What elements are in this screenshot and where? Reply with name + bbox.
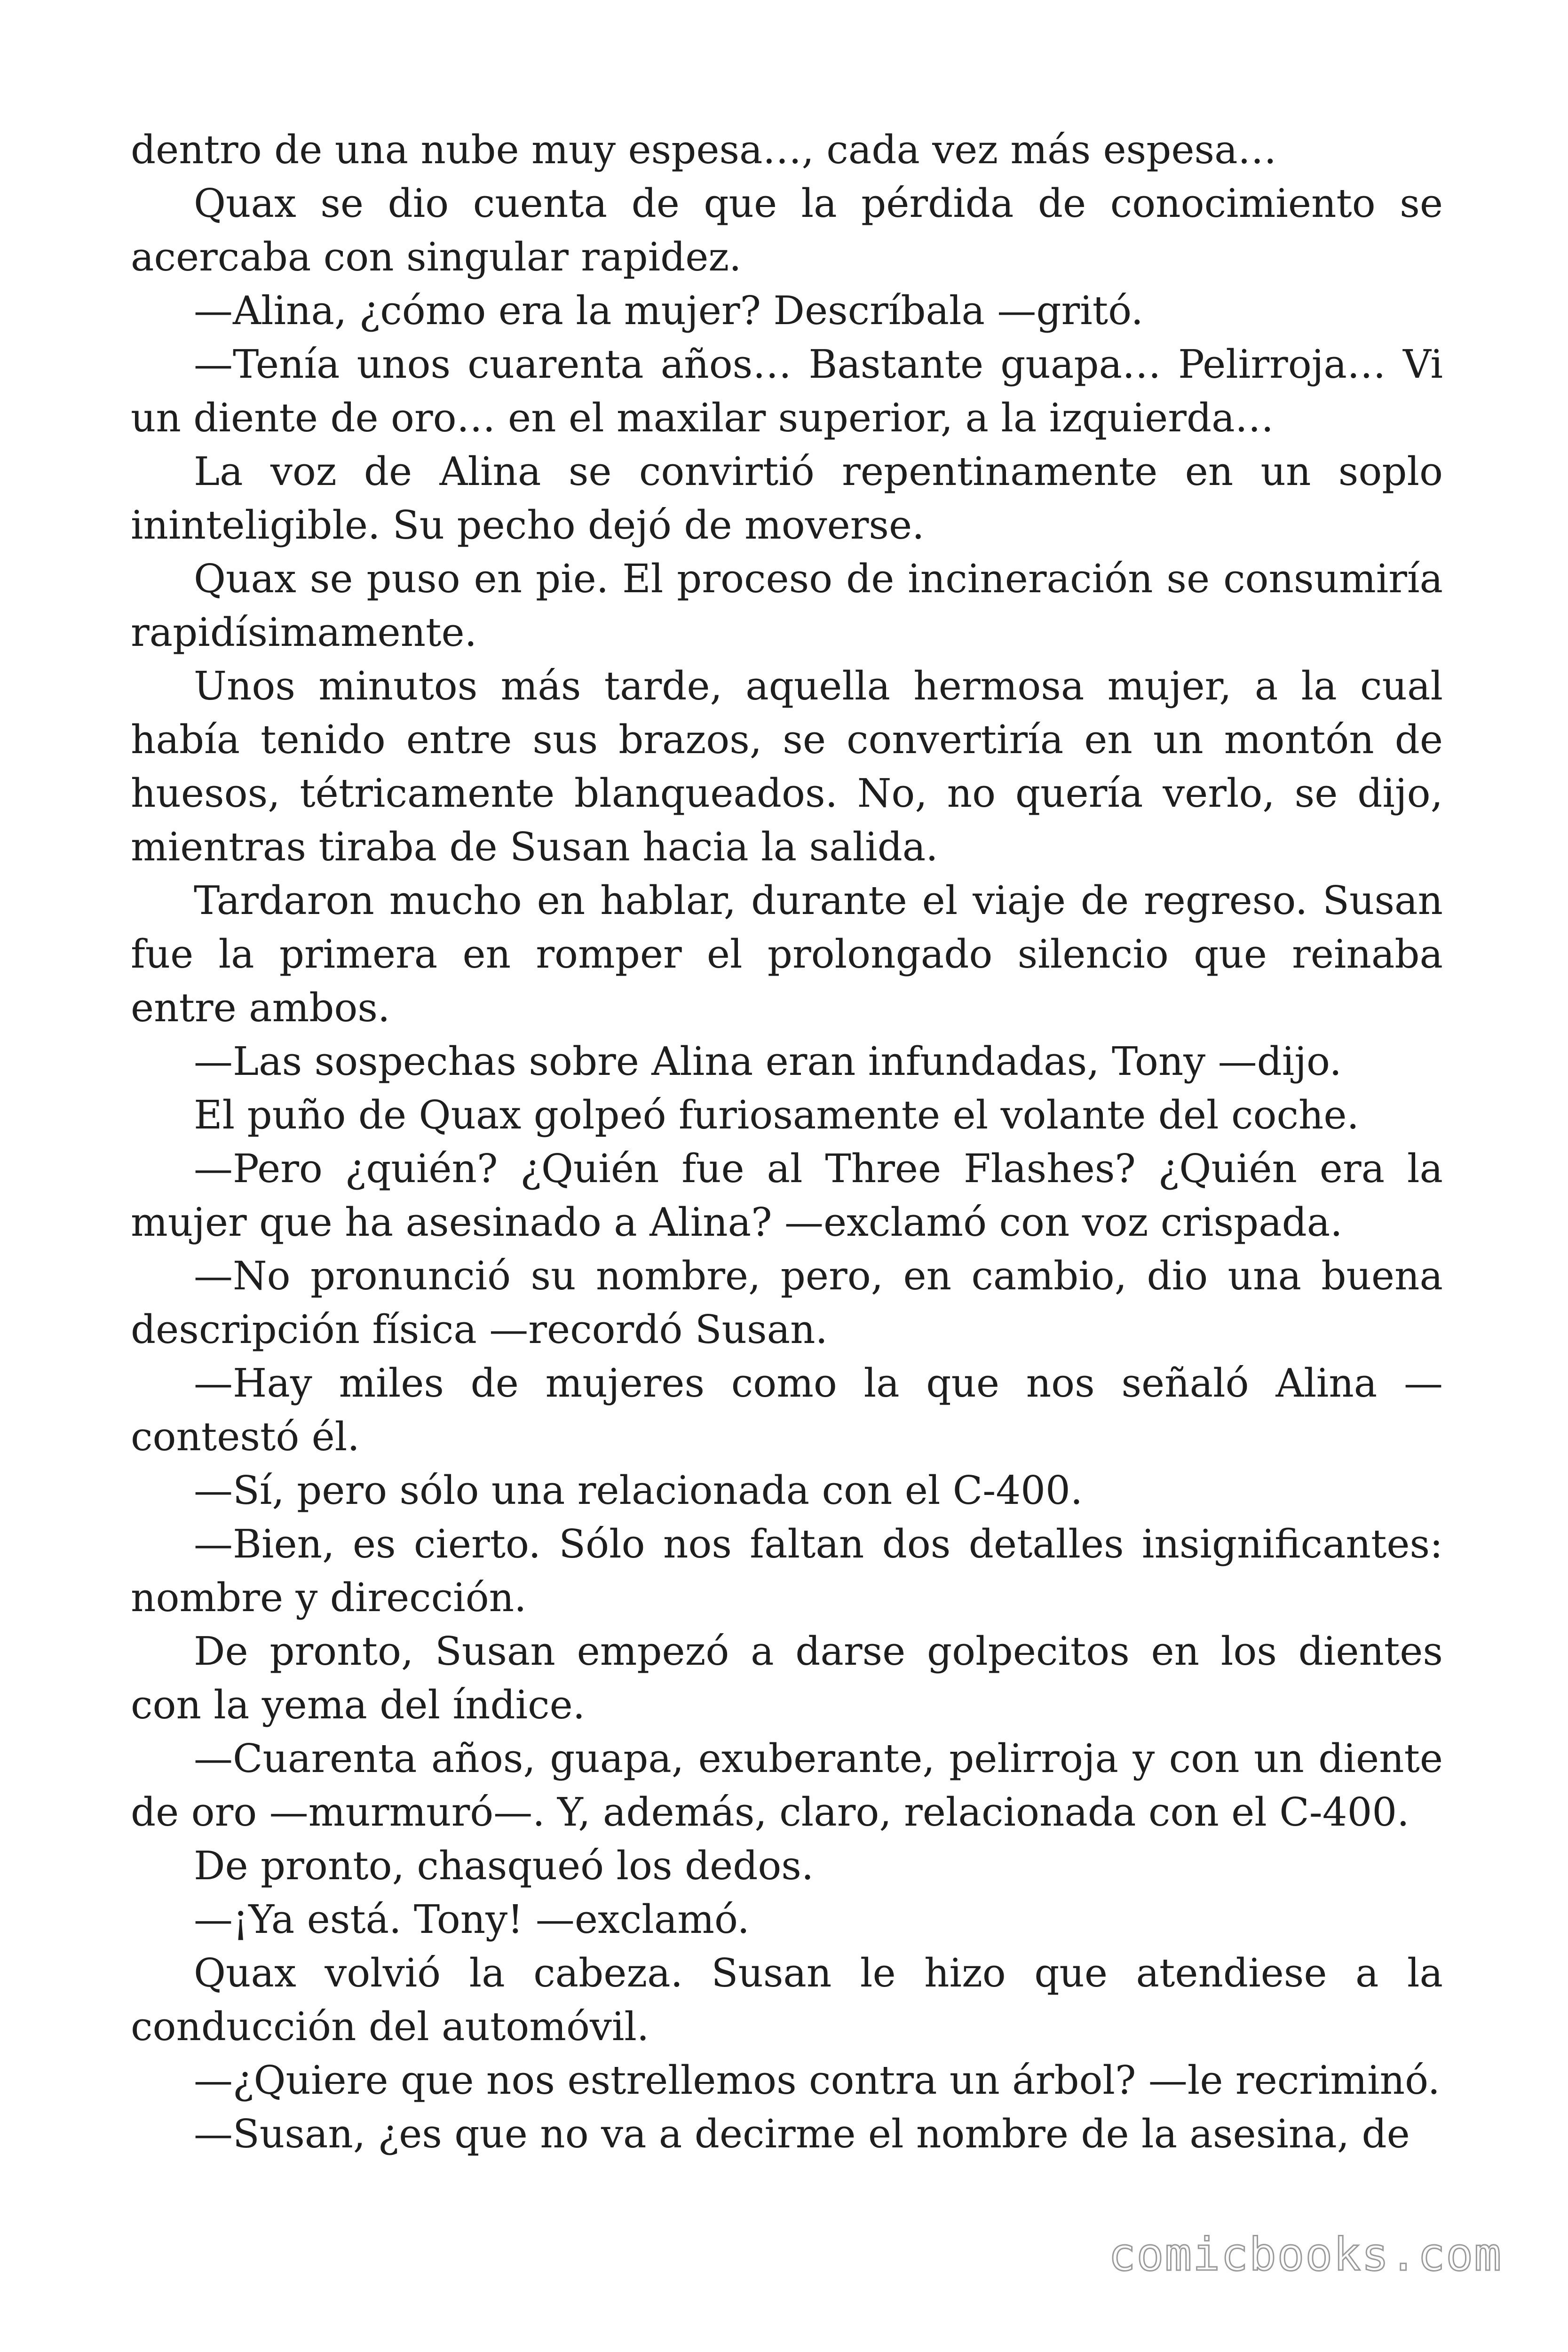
paragraph: De pronto, chasqueó los dedos. <box>194 1843 814 1889</box>
watermark: comicbooks.com <box>1108 2228 1502 2281</box>
page-body <box>131 123 1443 2161</box>
paragraph: —Las sospechas sobre Alina eran infundadas, Tony —dijo. <box>194 1039 1342 1084</box>
paragraph: La voz de Alina se convirtió repentinamente en un soplo ininteligible. Su pecho dejó de moverse. <box>131 449 1443 548</box>
paragraph: —¿Quiere que nos estrellemos contra un árbol? —le recriminó. <box>194 2058 1441 2103</box>
paragraph: —¡Ya está. Tony! —exclamó. <box>194 1897 750 1942</box>
paragraph: —Susan, ¿es que no va a decirme el nombre de la asesina, de <box>194 2111 1410 2157</box>
paragraph: Quax se puso en pie. El proceso de incineración se consumiría rapidísimamente. <box>131 556 1443 655</box>
paragraph: —Sí, pero sólo una relacionada con el C-400. <box>194 1468 1083 1513</box>
paragraph: Quax se dio cuenta de que la pérdida de conocimiento se acercaba con singular rapidez. <box>131 181 1443 280</box>
paragraph: —Bien, es cierto. Sólo nos faltan dos detalles insignificantes: nombre y dirección. <box>131 1521 1443 1621</box>
paragraph: —Cuarenta años, guapa, exuberante, pelirroja y con un diente de oro —murmuró—. Y, además, claro, relacionada con el C-400. <box>131 1736 1443 1835</box>
paragraph: —Hay miles de mujeres como la que nos señaló Alina —contestó él. <box>131 1360 1443 1460</box>
paragraph: —Pero ¿quién? ¿Quién fue al Three Flashes? ¿Quién era la mujer que ha asesinado a Alina? —exclamó con voz crispada. <box>131 1146 1443 1245</box>
paragraph: —Tenía unos cuarenta años… Bastante guapa… Pelirroja… Vi un diente de oro… en el maxilar superior, a la izquierda… <box>131 342 1443 441</box>
paragraph: Quax volvió la cabeza. Susan le hizo que atendiese a la conducción del automóvil. <box>131 1950 1443 2050</box>
paragraph: dentro de una nube muy espesa…, cada vez más espesa… <box>131 127 1277 173</box>
paragraph: —Alina, ¿cómo era la mujer? Descríbala —gritó. <box>194 288 1143 334</box>
paragraph: —No pronunció su nombre, pero, en cambio, dio una buena descripción física —recordó Susan. <box>131 1253 1443 1352</box>
paragraph: De pronto, Susan empezó a darse golpecitos en los dientes con la yema del índice. <box>131 1629 1443 1728</box>
paragraph: Unos minutos más tarde, aquella hermosa mujer, a la cual había tenido entre sus brazos, se convertiría en un montón de huesos, tétricamente blanqueados. No, no quería verlo, se dijo, mientras tiraba de Susan hacia la salida. <box>131 663 1443 870</box>
paragraph: Tardaron mucho en hablar, durante el viaje de regreso. Susan fue la primera en romper el prolongado silencio que reinaba entre ambos. <box>131 878 1443 1031</box>
paragraph: El puño de Quax golpeó furiosamente el volante del coche. <box>194 1092 1359 1138</box>
